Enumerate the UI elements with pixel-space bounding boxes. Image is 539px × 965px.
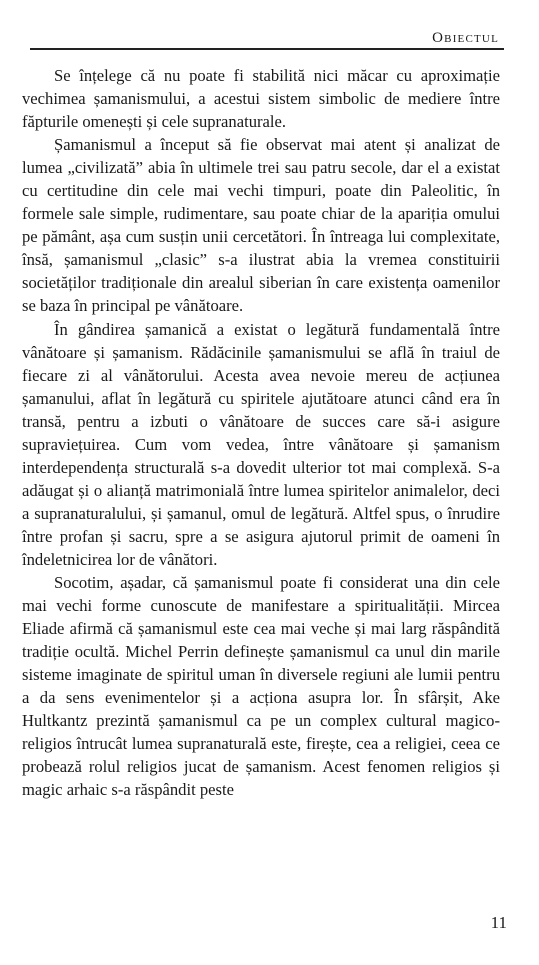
body-text (22, 64, 500, 802)
paragraph: Se înțelege că nu poate fi stabilită nici măcar cu aproximație vechimea șamanismului, a acestui sistem simbolic de mediere între făpturile omenești și cele supranaturale. (22, 66, 500, 132)
paragraph: În gândirea șamanică a existat o legătură fundamentală între vânătoare și șamanism. Rădăcinile șamanismului se află în traiul de fiecare zi al vânătorului. Acesta avea nevoie mereu de acțiunea șamanului, aflat în legătură cu spiritele ajutătoare atunci când era în transă, pentru a izbuti o vânătoare de succes care să-i asigure supraviețuirea. Cum vom vedea, între vânătoare și șamanism interdependența structurală s-a dovedit ulterior tot mai complexă. S-a adăugat și o alianță matrimonială între lumea spiritelor animalelor, deci a supranaturalului, și șamanul, omul de legătură. Altfel spus, o înrudire între profan și sacru, spre a se asigura ajutorul primit de oameni în îndeletnicirea lor de vânători. (22, 319, 500, 569)
running-head-title: Obiectul (432, 30, 499, 46)
paragraph: Șamanismul a început să fie observat mai atent și analizat de lumea „civilizată” abia în ultimele trei sau patru secole, dar el a existat cu certitudine din cele mai vechi timpuri, poate din Paleolitic, în formele sale simple, rudimentare, sau poate chiar de la apariția omului pe pământ, așa cum susțin unii cercetători. În întreaga lui complexitate, însă, șamanismul „clasic” s-a ilustrat abia la vremea constituirii societăților tradiționale din arealul siberian în care existența oamenilor se baza în principal pe vânătoare. (22, 135, 500, 316)
paragraph: Socotim, așadar, că șamanismul poate fi considerat una din cele mai vechi forme cunoscute de manifestare a spiritualității. Mircea Eliade afirmă că șamanismul este cea mai veche și mai larg răspândită tradiție ocultă. Michel Perrin definește șamanismul ca unul din marile sisteme imaginate de spiritul uman în diversele regiuni ale lumii pentru a da sens evenimentelor și a acționa asupra lor. În sfârșit, Ake Hultkantz prezintă șamanismul ca pe un complex cultural magico-religios întrucât lumea supranaturală este, firește, cea a religiei, ceea ce probează rolul religios jucat de șamanism. Acest fenomen religios și magic arhaic s-a răspândit peste (22, 573, 500, 800)
header-rule (30, 48, 504, 50)
page-number: 11 (490, 913, 507, 932)
